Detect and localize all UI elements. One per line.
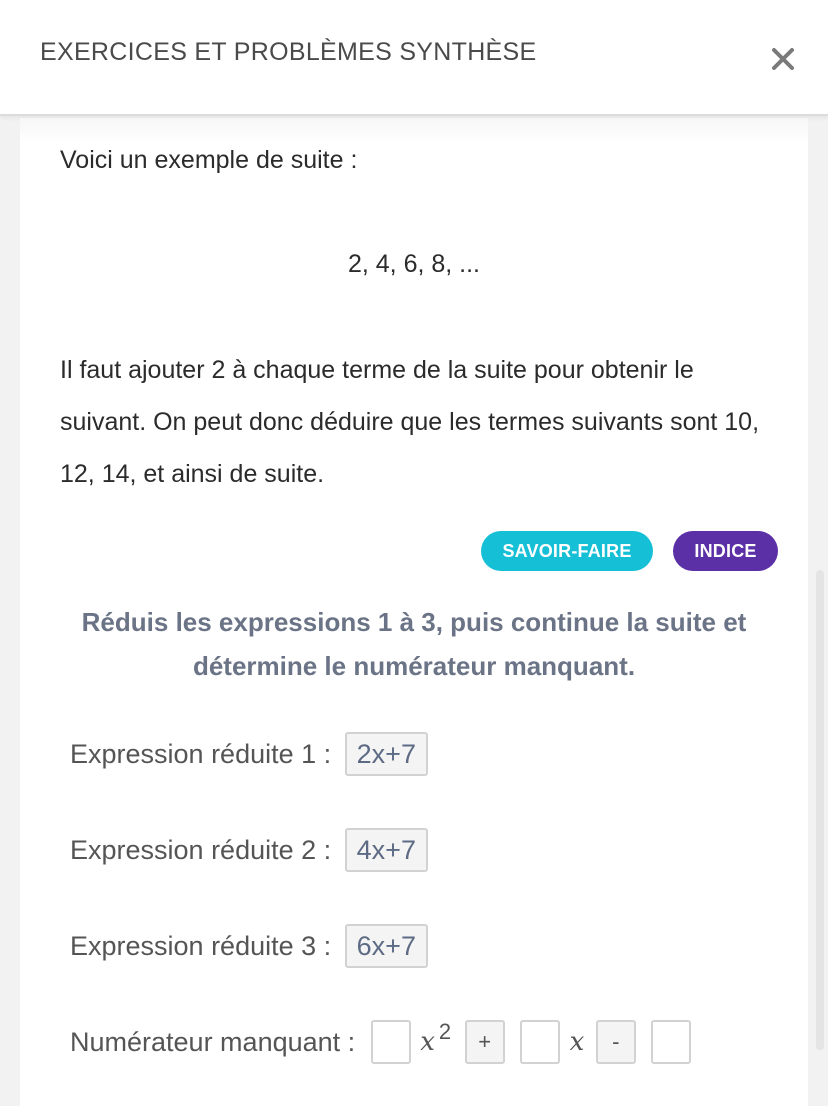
expression-row-1 bbox=[70, 730, 428, 774]
expression-row-2 bbox=[70, 826, 428, 870]
operator-toggle-1[interactable]: + bbox=[465, 1020, 505, 1064]
expression-row-3 bbox=[70, 922, 428, 966]
constant-input[interactable] bbox=[651, 1020, 691, 1064]
expression-answer-2[interactable]: 4x+7 bbox=[345, 828, 428, 872]
savoir-faire-button[interactable]: SAVOIR-FAIRE bbox=[481, 531, 653, 571]
exercise-card bbox=[20, 118, 808, 1106]
header-bar bbox=[0, 0, 828, 116]
expression-label-3: Expression réduite 3 : bbox=[70, 930, 332, 961]
sequence-example: 2, 4, 6, 8, ... bbox=[347, 250, 481, 278]
expression-label-2: Expression réduite 2 : bbox=[70, 834, 332, 865]
variable-x-squared: x bbox=[420, 1026, 435, 1057]
expression-label-1: Expression réduite 1 : bbox=[70, 738, 332, 769]
expression-answer-1[interactable]: 2x+7 bbox=[345, 732, 428, 776]
explanation-text: Il faut ajouter 2 à chaque terme de la suite pour obtenir le suivant. On peut donc déduire que les termes suivants sont 10, 12, 14, et ainsi de suite. bbox=[60, 356, 760, 488]
exponent: 2 bbox=[438, 1019, 452, 1044]
coefficient-input-2[interactable] bbox=[520, 1020, 560, 1064]
coefficient-input-1[interactable] bbox=[371, 1020, 411, 1064]
close-button[interactable] bbox=[762, 36, 804, 78]
numerator-label: Numérateur manquant : bbox=[70, 1026, 356, 1057]
intro-text: Voici un exemple de suite : bbox=[60, 146, 358, 174]
card-top-shadow bbox=[20, 118, 808, 142]
page-title: EXERCICES ET PROBLÈMES SYNTHÈSE bbox=[40, 38, 537, 66]
variable-x: x bbox=[569, 1026, 585, 1057]
operator-toggle-2[interactable]: - bbox=[596, 1020, 636, 1064]
close-icon bbox=[762, 36, 804, 78]
scrollbar[interactable] bbox=[816, 570, 824, 1050]
instruction-text: Réduis les expressions 1 à 3, puis continue la suite et détermine le numérateur manquant. bbox=[81, 607, 747, 681]
numerator-row bbox=[70, 1018, 691, 1062]
indice-button[interactable]: INDICE bbox=[673, 531, 778, 571]
expression-answer-3[interactable]: 6x+7 bbox=[345, 924, 428, 968]
